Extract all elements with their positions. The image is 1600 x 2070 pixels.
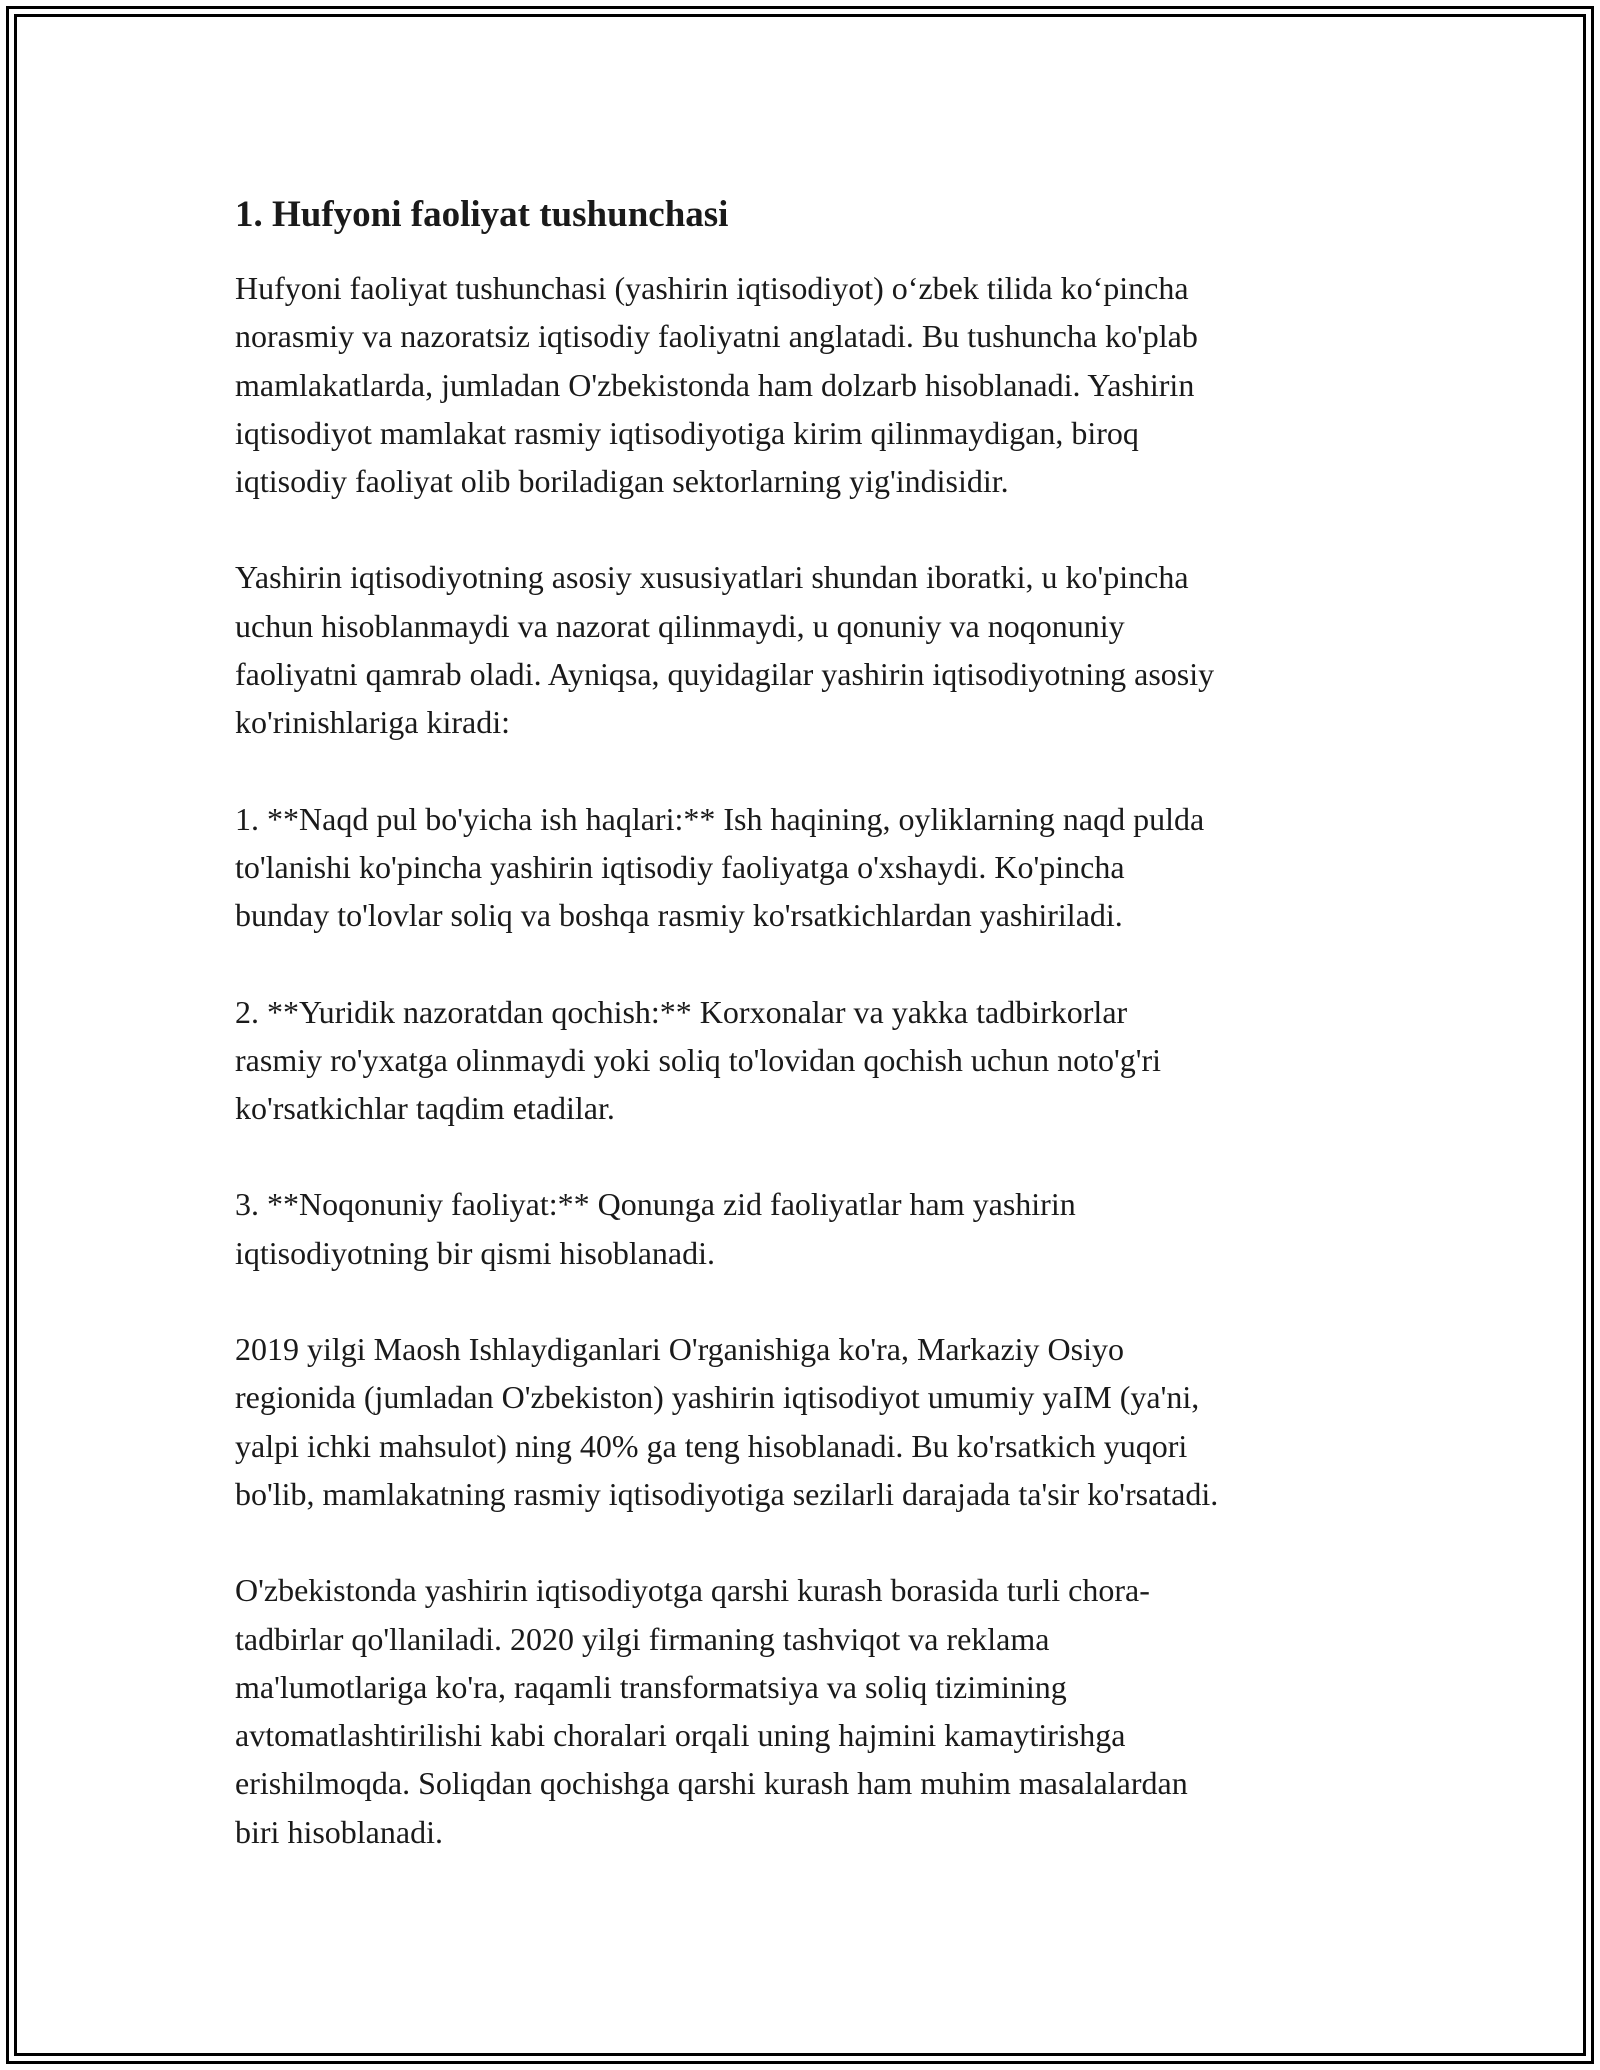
document-body (235, 190, 1375, 1904)
list-item-legal-evasion: 2. **Yuridik nazoratdan qochish:** Korxonalar va yakka tadbirkorlar rasmiy ro'yxatga olinmaydi yoki soliq to'lovidan qochish uchun noto'g'ri ko'rsatkichlar taqdim etadilar. (235, 993, 1162, 1127)
paragraph-intro: Hufyoni faoliyat tushunchasi (yashirin iqtisodiyot) o‘zbek tilida ko‘pincha norasmiy va nazoratsiz iqtisodiy faoliyatni anglatadi. Bu tushuncha ko'plab mamlakatlarda, jumladan O'zbekistonda ham dolzarb hisoblanadi. Yashirin iqtisodiyot mamlakat rasmiy iqtisodiyotiga kirim qilinmaydigan, biroq iqtisodiy faoliyat olib boriladigan sektorlarning yig'indisidir. (235, 270, 1198, 500)
list-item-cash-wages: 1. **Naqd pul bo'yicha ish haqlari:** Ish haqining, oyliklarning naqd pulda to'lanishi ko'pincha yashirin iqtisodiy faoliyatga o'xshaydi. Ko'pincha bunday to'lovlar soliq va boshqa rasmiy ko'rsatkichlardan yashiriladi. (235, 800, 1205, 934)
list-item-illegal-activity: 3. **Noqonuniy faoliyat:** Qonunga zid faoliyatlar ham yashirin iqtisodiyotning bir qismi hisoblanadi. (235, 1186, 1076, 1271)
paragraph-features: Yashirin iqtisodiyotning asosiy xususiyatlari shundan iboratki, u ko'pincha uchun hisoblanmaydi va nazorat qilinmaydi, u qonuniy va noqonuniy faoliyatni qamrab oladi. Ayniqsa, quyidagilar yashirin iqtisodiyotning asosiy ko'rinishlariga kiradi: (235, 559, 1215, 741)
paragraph-statistics: 2019 yilgi Maosh Ishlaydiganlari O'rganishiga ko'ra, Markaziy Osiyo regionida (jumladan O'zbekiston) yashirin iqtisodiyot umumiy yaIM (ya'ni, yalpi ichki mahsulot) ning 40% ga teng hisoblanadi. Bu ko'rsatkich yuqori bo'lib, mamlakatning rasmiy iqtisodiyotiga sezilarli darajada ta'sir ko'rsatadi. (235, 1331, 1219, 1512)
paragraph-measures: O'zbekistonda yashirin iqtisodiyotga qarshi kurash borasida turli chora- tadbirlar qo'llaniladi. 2020 yilgi firmaning tashviqot va reklama ma'lumotlariga ko'ra, raqamli transformatsiya va soliq tizimining avtomatlashtirilishi kabi choralari orqali uning hajmini kamaytirishga erishilmoqda. Soliqdan qochishga qarshi kurash ham muhim masalalardan biri hisoblanadi. (235, 1572, 1188, 1850)
document-title: 1. Hufyoni faoliyat tushunchasi (235, 194, 729, 235)
